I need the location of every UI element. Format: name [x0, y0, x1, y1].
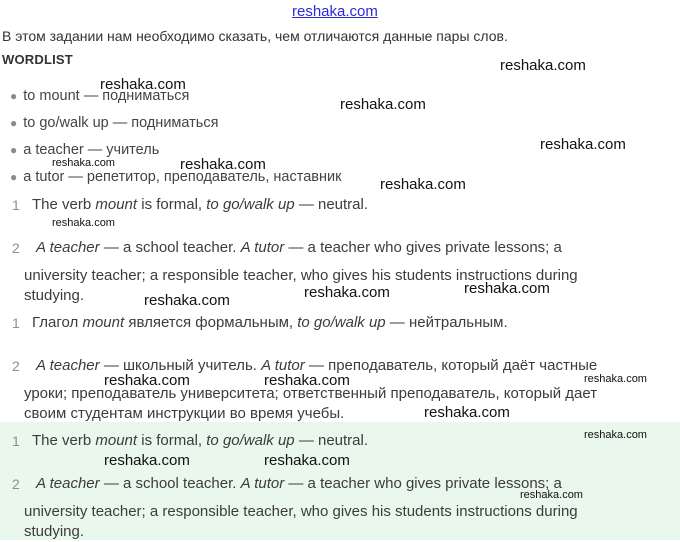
answer-number: 2: [12, 476, 20, 492]
watermark: reshaka.com: [104, 452, 190, 469]
answer-1-en-highlight: The verb mount is formal, to go/walk up — neutral.: [32, 432, 369, 449]
watermark: reshaka.com: [264, 372, 350, 389]
watermark: reshaka.com: [104, 372, 190, 389]
watermark: reshaka.com: [584, 373, 647, 385]
watermark: reshaka.com: [52, 157, 115, 169]
bullet-icon: ●: [10, 170, 18, 184]
watermark: reshaka.com: [464, 280, 550, 297]
answer-2-ru-line-2: уроки; преподаватель университета; ответственный преподаватель, который дает: [24, 385, 598, 402]
watermark: reshaka.com: [500, 57, 586, 74]
watermark: reshaka.com: [380, 176, 466, 193]
watermark: reshaka.com: [424, 404, 510, 421]
answer-number: 1: [12, 315, 20, 331]
wordlist-item: ● to go/walk up — подниматься: [10, 115, 219, 131]
watermark: reshaka.com: [304, 284, 390, 301]
answer-number: 2: [12, 358, 20, 374]
watermark: reshaka.com: [100, 76, 186, 93]
bullet-icon: ●: [10, 143, 18, 157]
bullet-icon: ●: [10, 116, 18, 130]
watermark: reshaka.com: [144, 292, 230, 309]
site-link[interactable]: reshaka.com: [292, 3, 378, 20]
answer-2-en-highlight-line-1: A teacher — a school teacher. A tutor — a teacher who gives private lessons; a: [36, 475, 562, 492]
wordlist-item: ● to mount — подниматься: [10, 88, 190, 104]
watermark: reshaka.com: [264, 452, 350, 469]
bullet-icon: ●: [10, 89, 18, 103]
answer-number: 2: [12, 240, 20, 256]
answer-2-en-line-2: university teacher; a responsible teacher, who gives his students instructions during: [24, 267, 578, 284]
answer-2-en-line-3: studying.: [24, 287, 85, 304]
intro-text: В этом задании нам необходимо сказать, чем отличаются данные пары слов.: [2, 28, 508, 44]
answer-2-en-line-1: A teacher — a school teacher. A tutor — a teacher who gives private lessons; a: [36, 239, 562, 256]
watermark: reshaka.com: [540, 136, 626, 153]
watermark: reshaka.com: [520, 489, 583, 501]
answer-2-ru-line-3: своим студентам инструкции во время учебы.: [24, 405, 345, 422]
wordlist-item: ● a tutor — репетитор, преподаватель, наставник: [10, 169, 342, 185]
answer-1-en: The verb mount is formal, to go/walk up — neutral.: [32, 196, 369, 213]
watermark: reshaka.com: [584, 429, 647, 441]
watermark: reshaka.com: [340, 96, 426, 113]
answer-number: 1: [12, 433, 20, 449]
wordlist-item: ● a teacher — учитель: [10, 142, 160, 158]
watermark: reshaka.com: [180, 156, 266, 173]
watermark: reshaka.com: [52, 217, 115, 229]
answer-2-en-highlight-line-3: studying.: [24, 523, 85, 540]
answer-number: 1: [12, 197, 20, 213]
answer-2-ru-line-1: A teacher — школьный учитель. A tutor — преподаватель, который даёт частные: [36, 357, 598, 374]
answer-2-en-highlight-line-2: university teacher; a responsible teacher, who gives his students instructions during: [24, 503, 578, 520]
wordlist-heading: WORDLIST: [2, 52, 73, 67]
answer-1-ru: Глагол mount является формальным, to go/walk up — нейтральным.: [32, 314, 508, 331]
